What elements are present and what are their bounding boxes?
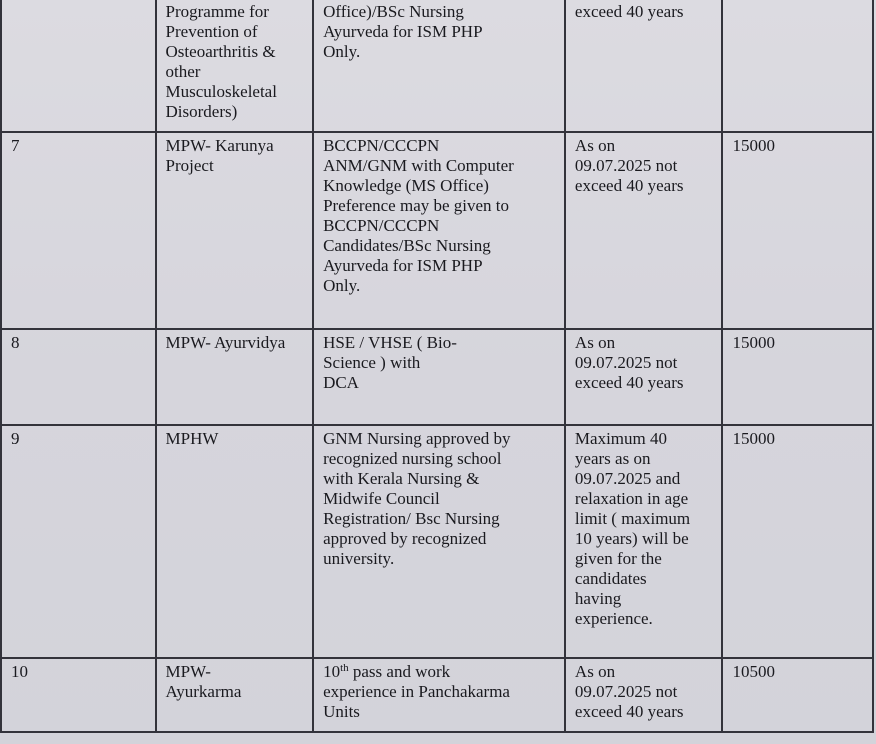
table-row	[1, 658, 873, 732]
qualification-cell	[313, 658, 565, 732]
post-cell: MPW- Karunya Project	[156, 132, 314, 329]
salary-cell: 15000	[722, 329, 873, 425]
table-row	[1, 425, 873, 658]
age-limit-cell: As on 09.07.2025 not exceed 40 years	[565, 329, 723, 425]
age-limit-cell: As on 09.07.2025 not exceed 40 years	[565, 132, 723, 329]
table-row	[1, 132, 873, 329]
salary-cell	[722, 0, 873, 132]
salary-cell: 15000	[722, 425, 873, 658]
qualification-cell: BCCPN/CCCPN ANM/GNM with Computer Knowledge (MS Office) Preference may be given to BCCPN/CCCPN Candidates/BSc Nursing Ayurveda for ISM PHP Only.	[313, 132, 565, 329]
post-cell: Programme for Prevention of Osteoarthritis & other Musculoskeletal Disorders)	[156, 0, 314, 132]
qualification-cell: HSE / VHSE ( Bio- Science ) with DCA	[313, 329, 565, 425]
sl-no-cell	[1, 0, 156, 132]
age-limit-cell: exceed 40 years	[565, 0, 723, 132]
qualification-cell: GNM Nursing approved by recognized nursing school with Kerala Nursing & Midwife Council Registration/ Bsc Nursing approved by recognized university.	[313, 425, 565, 658]
ordinal-superscript: th	[340, 662, 349, 674]
age-limit-cell: As on 09.07.2025 not exceed 40 years	[565, 658, 723, 732]
qualification-cell: Office)/BSc Nursing Ayurveda for ISM PHP Only.	[313, 0, 565, 132]
salary-cell: 15000	[722, 132, 873, 329]
post-cell: MPHW	[156, 425, 314, 658]
post-cell: MPW- Ayurvidya	[156, 329, 314, 425]
table-row	[1, 329, 873, 425]
qualification-text: pass and work experience in Panchakarma Units	[323, 662, 510, 721]
post-cell: MPW- Ayurkarma	[156, 658, 314, 732]
sl-no-cell: 8	[1, 329, 156, 425]
sl-no-cell: 9	[1, 425, 156, 658]
sl-no-cell: 10	[1, 658, 156, 732]
sl-no-cell: 7	[1, 132, 156, 329]
salary-cell: 10500	[722, 658, 873, 732]
age-limit-cell: Maximum 40 years as on 09.07.2025 and relaxation in age limit ( maximum 10 years) will be given for the candidates having experience.	[565, 425, 723, 658]
table-row	[1, 0, 873, 132]
qualification-prefix: 10	[323, 662, 341, 681]
